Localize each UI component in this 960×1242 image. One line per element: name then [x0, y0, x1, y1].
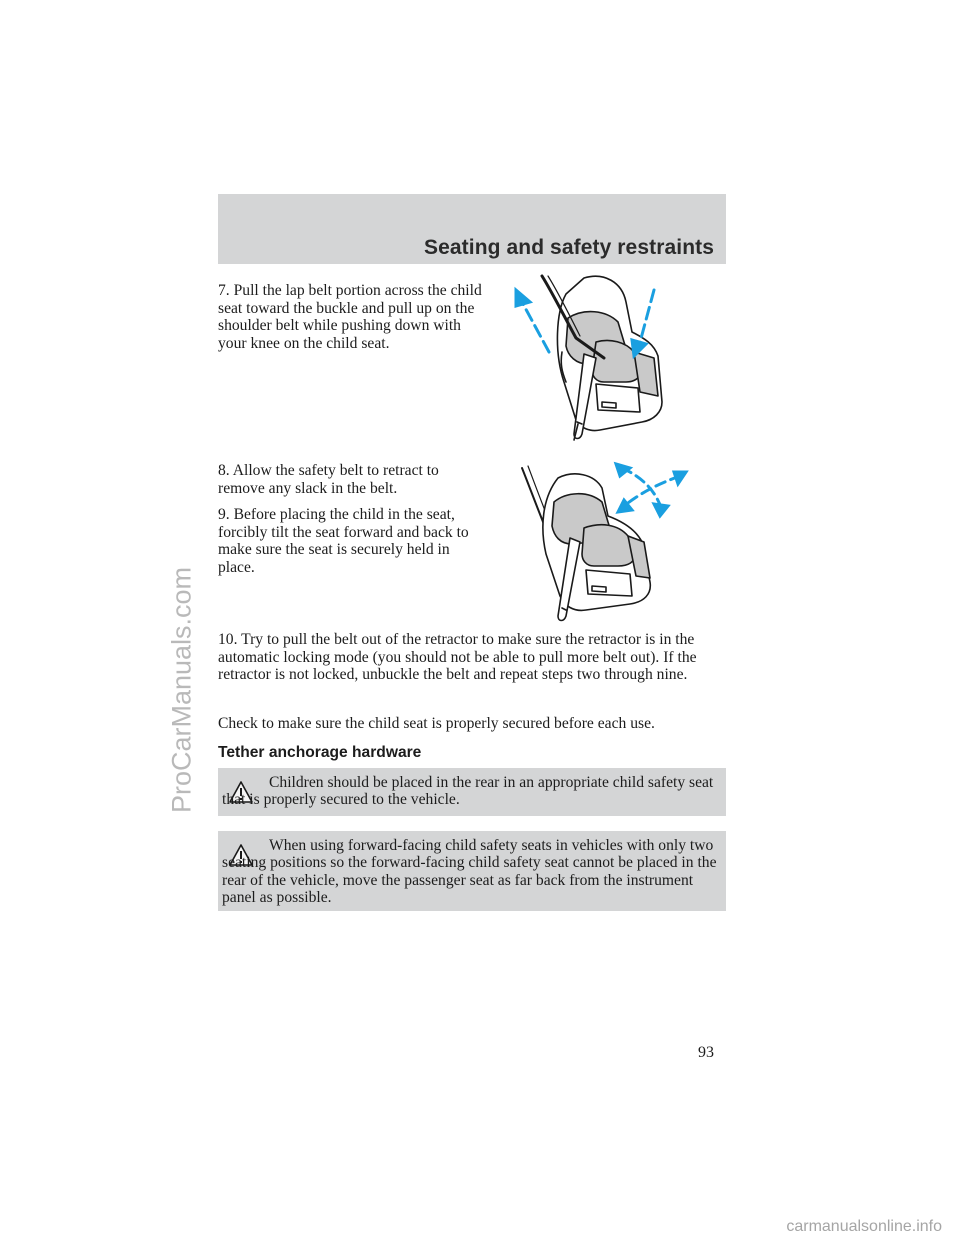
child-seat-tilt-check-illustration	[504, 458, 710, 634]
check-instruction-text: Check to make sure the child seat is properly secured before each use.	[218, 715, 655, 732]
section-header-band	[218, 194, 726, 264]
warning-box-rear-seating	[218, 768, 726, 816]
step-10-text: 10. Try to pull the belt out of the retractor to make sure the retractor is in the automatic locking mode (you should not be able to pull more belt out). If the retractor is not locked, unbuckle the belt and repeat steps two through nine.	[218, 631, 697, 684]
warning-text-rear-seating: Children should be placed in the rear in an appropriate child safety seat that is properly secured to the vehicle.	[222, 774, 714, 809]
warning-text-forward-facing: When using forward-facing child safety seats in vehicles with only two seating positions so the forward-facing child safety seat cannot be placed in the rear of the vehicle, move the passenger seat as far back from the instrument panel as possible.	[222, 837, 717, 907]
footer-site-watermark: carmanualsonline.info	[786, 1218, 942, 1235]
section-title: Seating and safety restraints	[424, 236, 714, 259]
step-7-text: 7. Pull the lap belt portion across the child seat toward the buckle and pull up on the shoulder belt while pushing down with your knee on the child seat.	[218, 282, 482, 352]
step-9-text: 9. Before placing the child in the seat, forcibly tilt the seat forward and back to make sure the seat is securely held in place.	[218, 506, 469, 576]
tether-anchorage-heading: Tether anchorage hardware	[218, 744, 422, 761]
side-watermark: ProCarManuals.com	[166, 566, 197, 814]
warning-box-forward-facing	[218, 831, 726, 911]
page-number: 93	[698, 1044, 714, 1061]
step-8-text: 8. Allow the safety belt to retract to remove any slack in the belt.	[218, 462, 439, 497]
child-seat-belt-tightening-illustration	[504, 272, 710, 452]
